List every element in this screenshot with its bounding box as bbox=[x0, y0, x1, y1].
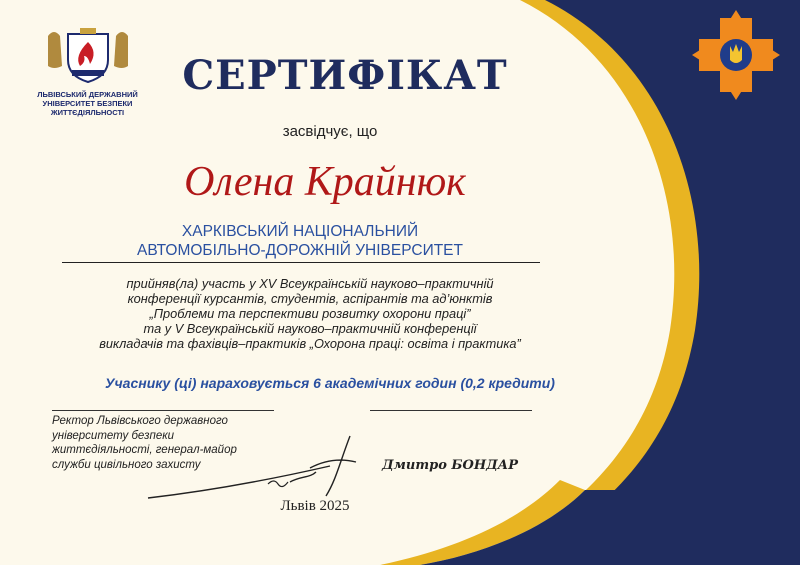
organization-line-1: ХАРКІВСЬКИЙ НАЦІОНАЛЬНИЙ bbox=[181, 223, 419, 240]
certifies-text: засвідчує, що bbox=[282, 123, 378, 140]
certificate-title: СЕРТИФІКАТ bbox=[182, 52, 508, 99]
participation-text bbox=[40, 276, 580, 351]
rector-line: Ректор Львівського державного bbox=[52, 415, 228, 427]
rector-line: життєдіяльності, генерал-майор bbox=[52, 444, 237, 456]
body-line: „Проблеми та перспективи розвитку охорони праці” bbox=[149, 306, 471, 321]
university-crest-icon bbox=[40, 26, 136, 88]
body-line: прийняв(ла) участь у XV Всеукраїнській науково–практичній bbox=[126, 276, 494, 291]
rector-signature-line bbox=[52, 410, 274, 411]
civil-protection-cross-icon bbox=[690, 8, 782, 102]
organization-name bbox=[60, 222, 540, 260]
organization-underline bbox=[62, 262, 540, 263]
body-line: викладачів та фахівців–практиків „Охорона праці: освіта і практика” bbox=[99, 336, 521, 351]
signer-signature-line bbox=[370, 410, 532, 411]
city-year: Львів 2025 bbox=[280, 498, 350, 514]
recipient-name: Олена Крайнюк bbox=[184, 159, 466, 205]
handwritten-signature bbox=[140, 432, 380, 504]
body-line: конференції курсантів, студентів, аспірантів та ад’юнктів bbox=[127, 291, 493, 306]
signer-name: Дмитро БОНДАР bbox=[382, 458, 519, 473]
rector-line: університету безпеки bbox=[52, 429, 175, 442]
rector-line: служби цивільного захисту bbox=[52, 458, 201, 471]
credits-text: Учаснику (ці) нараховується 6 академічних годин (0,2 кредити) bbox=[105, 375, 555, 391]
university-name: ЛЬВІВСЬКИЙ ДЕРЖАВНИЙ УНІВЕРСИТЕТ БЕЗПЕКИ ЖИТТЄДІЯЛЬНОСТІ bbox=[37, 90, 138, 117]
body-line: та у V Всеукраїнській науково–практичній конференції bbox=[143, 321, 477, 336]
organization-line-2: АВТОМОБІЛЬНО-ДОРОЖНІЙ УНІВЕРСИТЕТ bbox=[137, 242, 463, 259]
